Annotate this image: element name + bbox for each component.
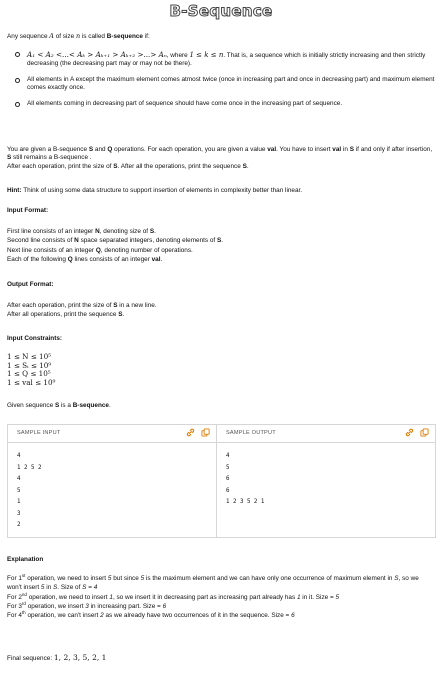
hint-label: Hint:: [7, 187, 22, 194]
bullet-icon: [15, 52, 20, 57]
condition-text: . That is, a sequence which is initially strictly increasing and then strictly decreasing (the decreasing part may or may not be there).: [27, 52, 426, 68]
format-text: .: [122, 311, 125, 319]
format-text: , denoting number of operations.: [100, 246, 193, 254]
constraint-val: 1 ≤ val ≤ 10⁹: [7, 377, 56, 387]
format-text: , denoting size of: [99, 228, 149, 235]
expl-var-s: S: [53, 584, 58, 592]
expl-text: . Size of: [57, 584, 81, 592]
section-heading: Explanation: [7, 556, 44, 563]
expl-text: is the maximum element and we can have only one occurrence of maximum element in: [145, 575, 393, 582]
expl-value: 1: [296, 593, 301, 601]
expl-text: as we already have two occurrences of it in the sequence. Size =: [105, 612, 290, 620]
var-s: S: [7, 154, 12, 162]
format-text: Second line consists of: [7, 237, 73, 245]
condition-text: All elements in A except the maximum element comes atmost twice (once in increasing part and once in decreasing part) and maximum element comes exactly once.: [27, 75, 435, 92]
output-format-body: [7, 301, 435, 320]
sample-output-box: [216, 424, 436, 538]
sample-output-content: 4 5 6 6 1 2 3 5 2 1: [226, 453, 265, 505]
constraints-list: [7, 353, 435, 388]
explanation-op3: [7, 602, 435, 611]
expl-text: operation, we insert: [27, 602, 84, 610]
constraint-n: 1 ≤ N ≤ 10⁵: [7, 352, 52, 361]
var-s: S: [54, 402, 60, 409]
format-text: After each operation, print the size of: [7, 302, 112, 309]
ordinal-suffix: rd: [21, 600, 26, 606]
ordinal-suffix: th: [21, 610, 26, 615]
section-heading: Input Constraints:: [7, 335, 63, 342]
expl-size: 6: [291, 612, 295, 620]
expl-text: , so we insert it in decreasing part as increasing part already has: [112, 593, 296, 601]
bullet-icon: [15, 102, 20, 107]
copy-icon[interactable]: [201, 430, 210, 439]
hint-text: Think of using some data structure to support insertion of elements in complexity better than linear.: [23, 187, 303, 194]
format-text: After all operations, print the sequence: [7, 311, 117, 319]
var-s: S: [349, 146, 354, 153]
expl-value: 1: [109, 593, 113, 601]
condition-formula: A₁ < A₂ <...< Aₖ > Aₖ₊₁ > Aₖ₊₂ >...> Aₙ: [27, 50, 167, 59]
expl-var-s: S: [394, 575, 399, 582]
sample-output-header: [217, 425, 435, 443]
problem-statement: [7, 146, 435, 171]
explanation-op4: [7, 611, 435, 620]
var-s: S: [242, 162, 247, 170]
var-n: N: [74, 237, 79, 245]
format-text: Each of the following: [7, 255, 66, 263]
expl-value: 5: [107, 575, 112, 582]
expl-text: For 4: [7, 612, 22, 620]
format-text: First line consists of an integer: [7, 228, 94, 235]
format-text: lines consists of an integer: [74, 255, 150, 263]
condition-text: , where: [166, 52, 188, 59]
constraint-s: 1 ≤ Sᵢ ≤ 10⁹: [7, 360, 52, 370]
explanation-heading: [7, 556, 435, 564]
var-val: val: [332, 146, 342, 153]
conditions-list: [7, 50, 435, 115]
var-s: S: [88, 146, 94, 153]
statement-text: .: [246, 162, 249, 170]
condition-formula-k: 1 ≤ k ≤ n: [189, 51, 224, 59]
format-text: Next line consists of an integer: [7, 246, 95, 254]
sample-output-actions: [401, 428, 429, 441]
statement-text: in: [342, 146, 348, 153]
expl-var-s: S: [82, 584, 87, 592]
list-item: [7, 50, 435, 69]
statement-text: operations. For each operation, you are given a value: [114, 146, 266, 153]
final-value: 1, 2, 3, 5, 2, 1: [53, 653, 107, 662]
section-heading: Output Format:: [7, 281, 54, 288]
expl-text: For 2: [7, 593, 22, 601]
var-q: Q: [67, 255, 73, 263]
expl-text: For 3: [7, 602, 22, 610]
intro-line: [7, 32, 435, 41]
expl-text: in it. Size =: [302, 593, 334, 601]
var-q: Q: [95, 246, 101, 254]
ordinal-suffix: st: [21, 572, 26, 578]
format-text: .: [221, 237, 224, 245]
expl-size: 5: [335, 593, 340, 601]
final-sequence: [7, 653, 435, 663]
format-text: space separated integers, denoting elements of: [80, 237, 216, 245]
var-s: S: [113, 162, 118, 170]
sample-input-header: [8, 425, 216, 443]
statement-text: and: [94, 146, 106, 153]
input-format-heading: [7, 207, 435, 215]
var-s: S: [149, 228, 155, 235]
input-format-body: [7, 227, 435, 264]
var-s: S: [118, 311, 123, 319]
expl-value: 2: [100, 612, 104, 620]
note-text: .: [108, 402, 111, 409]
expl-text: operation, we need to insert: [27, 575, 107, 582]
intro-text: if:: [144, 33, 150, 40]
note-text: is a: [61, 402, 71, 409]
expl-size: 6: [162, 602, 167, 610]
sample-input-actions: [182, 428, 210, 441]
expl-value: 5: [40, 584, 45, 592]
var-s: S: [217, 237, 222, 245]
expl-text: , so we won't insert: [7, 575, 419, 592]
output-format-heading: [7, 281, 435, 289]
expl-text: For 1: [7, 575, 22, 582]
copy-icon[interactable]: [420, 430, 429, 439]
ordinal-suffix: nd: [21, 591, 27, 597]
statement-text: . You have to insert: [276, 146, 331, 153]
expl-value: 5: [140, 575, 145, 582]
expl-text: operation, we can't insert: [27, 612, 99, 620]
statement-text: if and only if after insertion,: [355, 146, 433, 153]
sample-output-label: SAMPLE OUTPUT: [226, 430, 276, 436]
sample-input-box: [7, 424, 217, 538]
intro-var-a: A: [49, 32, 54, 40]
intro-text: Any sequence: [7, 33, 48, 40]
note-text: Given sequence: [7, 402, 54, 409]
note-term: B-sequence: [72, 402, 109, 409]
bullet-icon: [15, 78, 20, 83]
section-heading: Input Format:: [7, 207, 49, 214]
constraints-note: [7, 402, 435, 410]
hint: [7, 187, 435, 195]
var-n: N: [95, 228, 100, 235]
format-text: .: [154, 228, 156, 235]
statement-text: You are given a B-sequence: [7, 146, 88, 153]
condition-text: All elements coming in decreasing part of sequence should have come once in the increasing part of sequence.: [27, 99, 343, 107]
explanation-op2: [7, 593, 435, 602]
var-val: val: [267, 146, 277, 153]
statement-text: still remains a B-sequence .: [13, 154, 92, 162]
intro-text: is called: [81, 33, 105, 40]
statement-text: After each operation, print the size of: [7, 162, 112, 170]
explanation-body: [7, 574, 435, 620]
link-icon[interactable]: [405, 430, 416, 439]
page-title: B-Sequence: [169, 2, 273, 20]
constraints-heading: [7, 335, 435, 343]
intro-term: B-sequence: [106, 33, 143, 40]
intro-text: of size: [55, 33, 75, 40]
expl-text: but since: [113, 575, 139, 582]
expl-text: in: [46, 584, 52, 592]
link-icon[interactable]: [186, 430, 197, 439]
list-item: [7, 100, 435, 108]
list-item: [7, 76, 435, 93]
expl-value: 3: [85, 602, 89, 610]
expl-text: in increasing part. Size =: [90, 602, 161, 610]
var-q: Q: [107, 146, 113, 153]
explanation-op1: [7, 574, 435, 593]
intro-var-n: n: [75, 32, 81, 40]
expl-size: 4: [93, 584, 98, 592]
statement-text: . After all the operations, print the sequence: [117, 162, 241, 170]
format-text: .: [160, 255, 163, 263]
constraint-q: 1 ≤ Q ≤ 10⁵: [7, 369, 51, 379]
final-label: Final sequence:: [7, 655, 53, 662]
sample-input-label: SAMPLE INPUT: [17, 430, 61, 436]
var-val: val: [151, 255, 161, 263]
expl-text: =: [88, 584, 92, 592]
var-s: S: [113, 302, 118, 309]
format-text: in a new line.: [119, 302, 157, 309]
sample-input-content: 4 1 2 5 2 4 5 1 3 2: [17, 453, 42, 528]
expl-text: operation, we need to insert: [28, 593, 108, 601]
